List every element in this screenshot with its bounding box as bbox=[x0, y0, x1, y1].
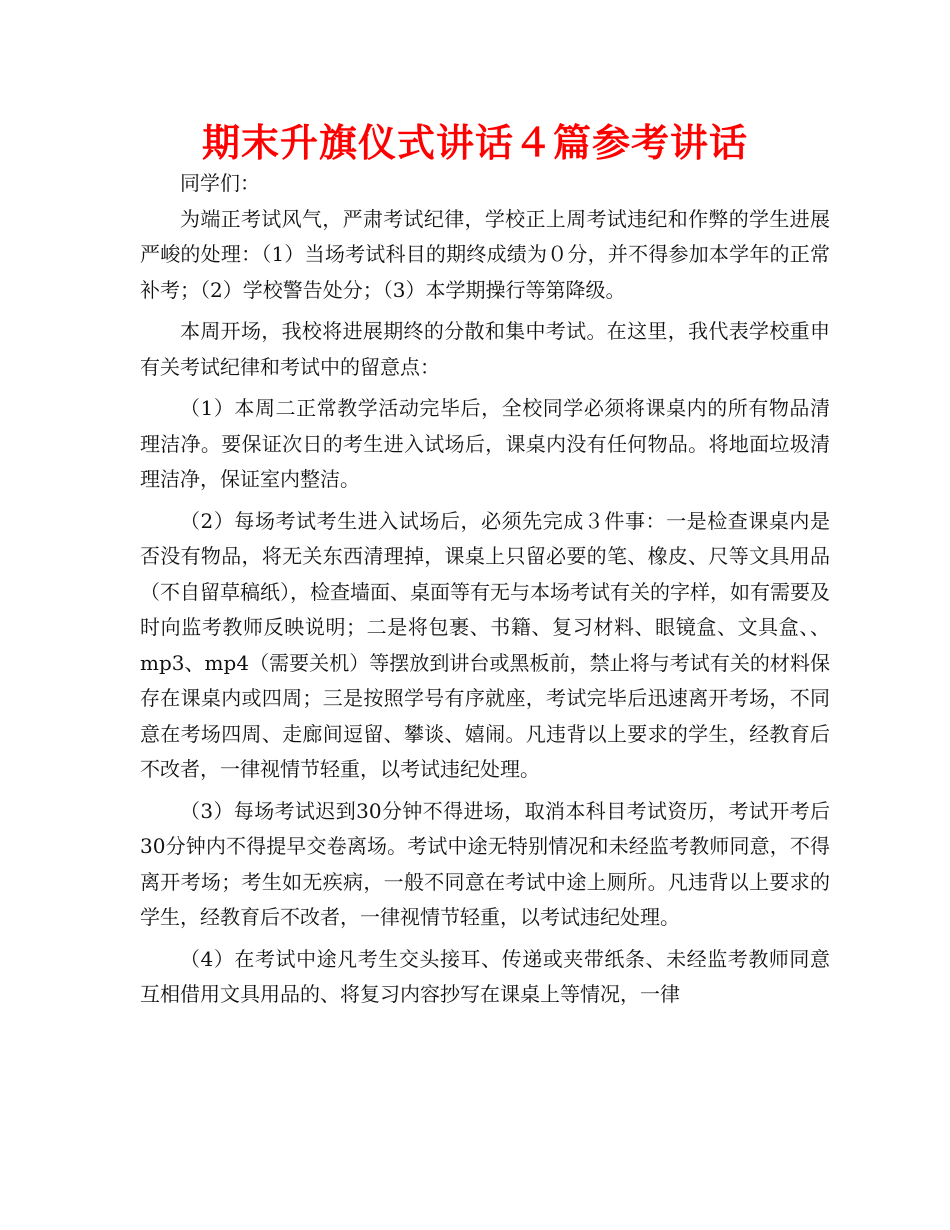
document-title: 期末升旗仪式讲话４篇参考讲话 bbox=[201, 121, 748, 165]
paragraph-rule-1: （1）本周二正常教学活动完毕后，全校同学必须将课桌内的所有物品清理洁净。要保证次日的考生进入试场后，课桌内没有任何物品。将地面垃圾清理洁净，保证室内整洁。 bbox=[140, 396, 830, 491]
paragraph-intro: 为端正考试风气，严肃考试纪律，学校正上周考试违纪和作弊的学生进展严峻的处理：（1）当场考试科目的期终成绩为０分，并不得参加本学年的正常补考；（2）学校警告处分；（3）本学期操行等第降级。 bbox=[140, 206, 830, 302]
salutation: 同学们： bbox=[180, 171, 260, 195]
paragraph-rule-2: （2）每场考试考生进入试场后，必须先完成３件事：一是检查课桌内是否没有物品，将无关东西清理掉，课桌上只留必要的笔、橡皮、尺等文具用品（不自留草稿纸），检查墙面、桌面等有无与本场考试有关的字样，如有需要及时向监考教师反映说明；二是将包裹、书籍、复习材料、眼镜盒、文具盒、、mp3、mp4（需要关机）等摆放到讲台或黑板前，禁止将与考试有关的材料保存在课桌内或四周；三是按照学号有序就座，考试完毕后迅速离开考场，不同意在考场四周、走廊间逗留、攀谈、嬉闹。凡违背以上要求的学生，经教育后不改者，一律视情节轻重，以考试违纪处理。 bbox=[140, 508, 830, 781]
paragraph-rule-4: （4）在考试中途凡考生交头接耳、传递或夹带纸条、未经监考教师同意互相借用文具用品的、将复习内容抄写在课桌上等情况，一律 bbox=[140, 946, 830, 1006]
paragraph-rule-3: （3）每场考试迟到30分钟不得进场，取消本科目考试资历，考试开考后30分钟内不得提早交卷离场。考试中途无特别情况和未经监考教师同意，不得离开考场；考生如无疾病，一般不同意在考试中途上厕所。凡违背以上要求的学生，经教育后不改者，一律视情节轻重，以考试违纪处理。 bbox=[140, 798, 830, 929]
paragraph-notice: 本周开场，我校将进展期终的分散和集中考试。在这里，我代表学校重申有关考试纪律和考试中的留意点： bbox=[140, 319, 830, 379]
document-body bbox=[140, 166, 830, 1019]
